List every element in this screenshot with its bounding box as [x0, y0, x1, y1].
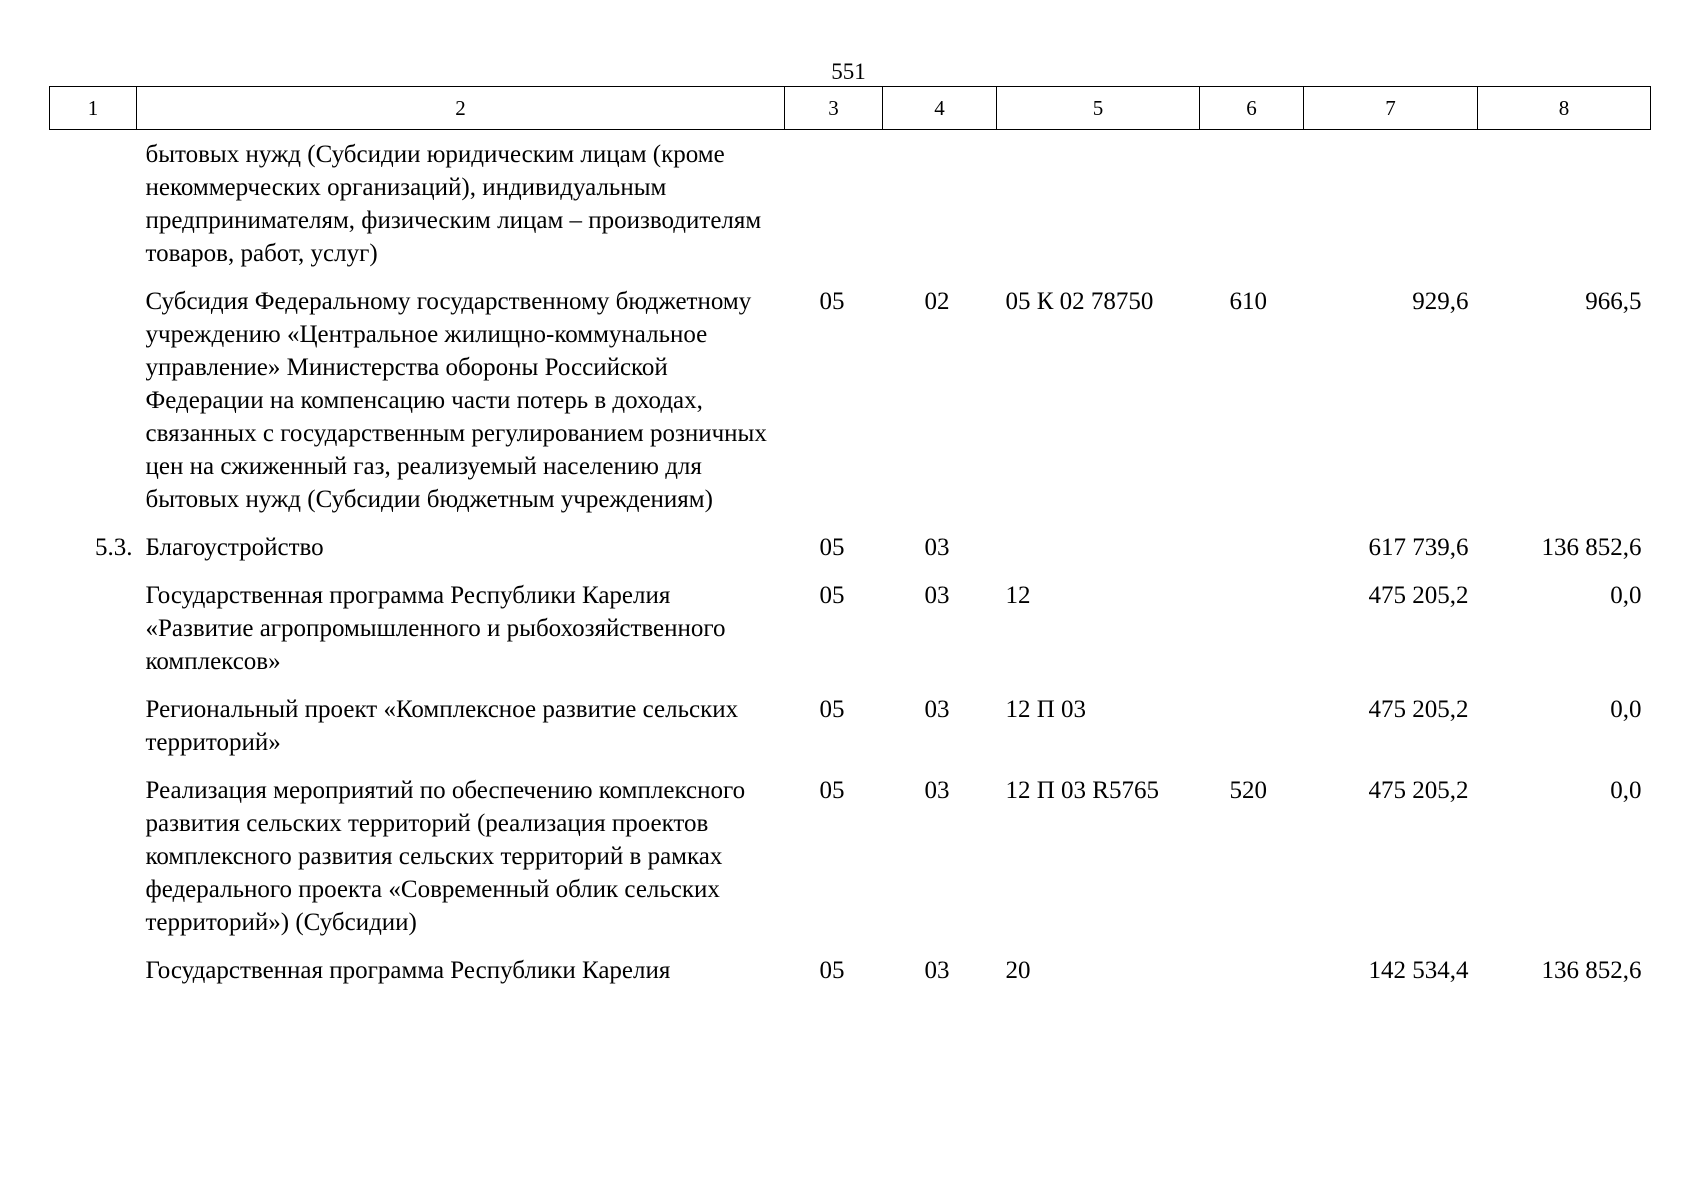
row-amount-col7: 475 205,2 [1368, 696, 1469, 723]
header-col-1: 1 [50, 87, 137, 130]
row-description: Благоустройство [145, 534, 324, 561]
table-row [50, 954, 1651, 1002]
row-target-article: 05 К 02 78750 [1005, 288, 1154, 315]
row-subsection: 03 [924, 777, 950, 804]
row-subsection: 03 [924, 534, 950, 561]
row-target-article: 12 [1005, 582, 1031, 609]
page-number: 551 [831, 59, 866, 84]
row-section: 05 [819, 288, 845, 315]
row-number: 5.3. [95, 534, 133, 561]
header-row [50, 87, 1651, 130]
row-description: Субсидия Федеральному государственному бюджетному учреждению «Центральное жилищно-коммунальное управление» Министерства обороны Российской Федерации на компенсацию части потерь в доходах, связанных с государственным регулированием розничных цен на сжиженный газ, реализуемый населению для бытовых нужд (Субсидии бюджетным учреждениям) [145, 288, 767, 513]
row-expense-type: 520 [1229, 777, 1267, 804]
header-col-5: 5 [997, 87, 1200, 130]
row-section [785, 130, 883, 286]
table-row [50, 579, 1651, 693]
row-description: бытовых нужд (Субсидии юридическим лицам (кроме некоммерческих организаций), индивидуальным предпринимателям, физическим лицам – производителям товаров, работ, услуг) [145, 141, 762, 267]
row-subsection: 03 [924, 696, 950, 723]
row-section: 05 [819, 957, 845, 984]
row-section: 05 [819, 777, 845, 804]
row-subsection: 03 [924, 957, 950, 984]
table-row [50, 130, 1651, 286]
table-body [50, 130, 1651, 1003]
row-target-article: 12 П 03 R5765 [1005, 777, 1159, 804]
row-description: Государственная программа Республики Карелия [145, 957, 671, 984]
row-amount-col7 [1304, 130, 1478, 286]
row-target-article [997, 130, 1200, 286]
table-row [50, 693, 1651, 774]
row-target-article: 12 П 03 [1005, 696, 1087, 723]
row-amount-col8: 136 852,6 [1541, 534, 1642, 561]
header-col-7: 7 [1304, 87, 1478, 130]
row-expense-type [1200, 693, 1304, 774]
row-section: 05 [819, 696, 845, 723]
header-col-3: 3 [785, 87, 883, 130]
table-row [50, 285, 1651, 531]
row-amount-col7: 475 205,2 [1368, 777, 1469, 804]
row-number [50, 130, 137, 286]
row-description: Государственная программа Республики Карелия «Развитие агропромышленного и рыбохозяйственного комплексов» [145, 582, 726, 675]
row-expense-type [1200, 531, 1304, 579]
row-amount-col7: 617 739,6 [1368, 534, 1469, 561]
header-col-8: 8 [1478, 87, 1651, 130]
row-amount-col8: 0,0 [1610, 582, 1642, 609]
row-subsection [883, 130, 997, 286]
header-col-6: 6 [1200, 87, 1304, 130]
row-amount-col7: 475 205,2 [1368, 582, 1469, 609]
row-expense-type [1200, 130, 1304, 286]
row-expense-type [1200, 954, 1304, 1002]
row-amount-col8: 0,0 [1610, 696, 1642, 723]
table-header [50, 87, 1651, 130]
row-expense-type: 610 [1229, 288, 1267, 315]
budget-table [49, 86, 1651, 1002]
table-row [50, 531, 1651, 579]
row-target-article [997, 531, 1200, 579]
header-col-2: 2 [137, 87, 785, 130]
table-row [50, 774, 1651, 954]
row-number [50, 285, 137, 531]
row-section: 05 [819, 582, 845, 609]
row-section: 05 [819, 534, 845, 561]
row-expense-type [1200, 579, 1304, 693]
row-number [50, 954, 137, 1002]
row-number [50, 774, 137, 954]
row-amount-col8 [1478, 130, 1651, 286]
row-description: Региональный проект «Комплексное развитие сельских территорий» [145, 696, 739, 756]
row-description: Реализация мероприятий по обеспечению комплексного развития сельских территорий (реализация проектов комплексного развития сельских территорий в рамках федерального проекта «Современный облик сельских территорий») (Субсидии) [145, 777, 746, 936]
row-amount-col7: 929,6 [1412, 288, 1469, 315]
row-target-article: 20 [1005, 957, 1031, 984]
row-amount-col8: 966,5 [1585, 288, 1642, 315]
row-amount-col8: 0,0 [1610, 777, 1642, 804]
row-amount-col7: 142 534,4 [1368, 957, 1469, 984]
row-subsection: 03 [924, 582, 950, 609]
row-number [50, 579, 137, 693]
row-number [50, 693, 137, 774]
header-col-4: 4 [883, 87, 997, 130]
row-amount-col8: 136 852,6 [1541, 957, 1642, 984]
row-subsection: 02 [924, 288, 950, 315]
